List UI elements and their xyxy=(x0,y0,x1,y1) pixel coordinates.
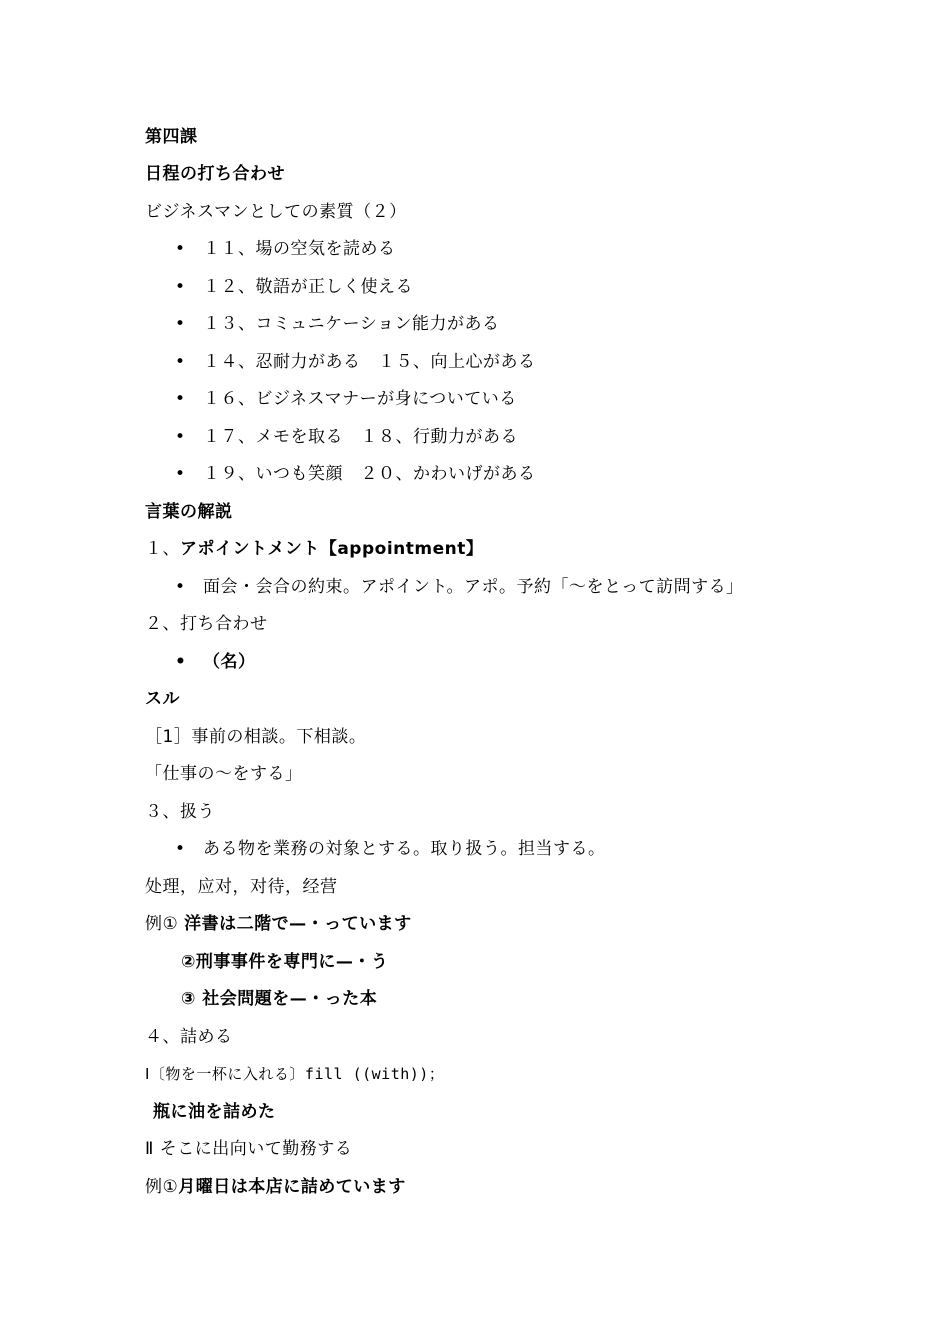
list-item-text: １７、メモを取る １８、行動力がある xyxy=(203,427,518,447)
list-item-text: １９、いつも笑顔 ２０、かわいげがある xyxy=(203,464,536,484)
bullet-icon: • xyxy=(175,277,186,297)
list-item-text: １４、忍耐力がある １５、向上心がある xyxy=(203,352,536,372)
chinese-translation: 处理，应对，对待，经营 xyxy=(145,877,338,897)
list-item xyxy=(175,425,518,449)
vocab-term-3: ３、扱う xyxy=(145,802,215,822)
vocab-term-text: アポイントメント【appointment】 xyxy=(180,539,484,559)
bullet-icon: • xyxy=(175,389,186,409)
list-item-text: １１、場の空気を読める xyxy=(203,239,396,259)
list-item xyxy=(175,350,536,374)
vocab-heading: 言葉の解説 xyxy=(145,502,233,522)
sense-text: Ⅱ そこに出向いて勤務する xyxy=(145,1139,353,1159)
list-item-text: 面会・会合の約束。アポイント。アポ。予約「～をとって訪問する」 xyxy=(203,577,744,597)
list-item xyxy=(175,575,744,599)
example-text: 「仕事の～をする」 xyxy=(145,764,303,784)
sense-text: ［1］事前の相談。下相談。 xyxy=(145,727,367,747)
vocab-term-1 xyxy=(145,537,483,561)
bullet-icon: • xyxy=(175,427,186,447)
list-item xyxy=(175,837,606,861)
example-text: 洋書は二階で—・っています xyxy=(184,914,412,934)
example-prefix: 例① xyxy=(145,1177,179,1197)
list-item xyxy=(175,387,517,411)
subtitle: ビジネスマンとしての素質（２） xyxy=(145,202,407,222)
example-line: ②刑事事件を専門に—・う xyxy=(181,952,389,972)
example-line xyxy=(145,1175,406,1199)
example-line xyxy=(145,912,412,936)
bullet-icon: • xyxy=(175,652,187,672)
bullet-icon: • xyxy=(175,239,186,259)
list-item xyxy=(175,650,256,674)
list-item xyxy=(175,462,536,486)
bullet-icon: • xyxy=(175,464,186,484)
suru-label: スル xyxy=(145,689,180,709)
bullet-icon: • xyxy=(175,314,186,334)
list-item xyxy=(175,312,499,336)
vocab-number: １、 xyxy=(145,539,180,559)
bullet-icon: • xyxy=(175,577,186,597)
list-item xyxy=(175,275,413,299)
list-item-text: ある物を業務の対象とする。取り扱う。担当する。 xyxy=(203,839,606,859)
list-item-text: （名） xyxy=(203,652,256,672)
list-item xyxy=(175,237,396,261)
example-text: 瓶に油を詰めた xyxy=(153,1102,276,1122)
example-text: 月曜日は本店に詰めています xyxy=(178,1177,406,1197)
lesson-number: 第四課 xyxy=(145,127,198,147)
list-item-text: １３、コミュニケーション能力がある xyxy=(203,314,500,334)
lesson-title: 日程の打ち合わせ xyxy=(145,164,285,184)
example-line: ③ 社会問題を—・った本 xyxy=(181,989,378,1009)
vocab-term-4: ４、詰める xyxy=(145,1027,233,1047)
bullet-icon: • xyxy=(175,352,186,372)
sense-text: Ⅰ〔物を一杯に入れる〕fill ((with))； xyxy=(145,1065,445,1083)
example-prefix: 例① xyxy=(145,914,179,934)
list-item-text: １６、ビジネスマナーが身についている xyxy=(203,389,517,409)
vocab-term-2: ２、打ち合わせ xyxy=(145,614,268,634)
bullet-icon: • xyxy=(175,839,186,859)
list-item-text: １２、敬語が正しく使える xyxy=(203,277,413,297)
